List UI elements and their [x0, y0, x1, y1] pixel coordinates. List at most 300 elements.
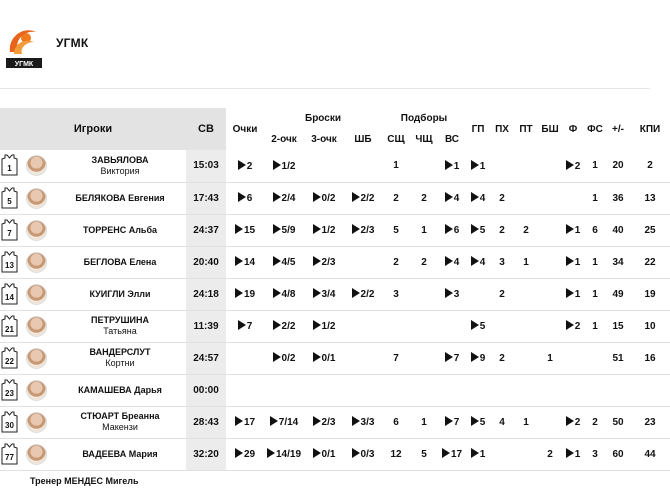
stat-oreb [382, 374, 410, 406]
jersey-number: 22 [5, 356, 14, 366]
col-ft[interactable]: ШБ [344, 129, 382, 150]
col-dreb[interactable]: ЧЩ [410, 129, 438, 150]
play-icon[interactable] [235, 224, 243, 234]
table-row [0, 374, 670, 406]
play-icon[interactable] [352, 416, 360, 426]
stat-ast [466, 182, 490, 214]
stat-ast [466, 342, 490, 374]
player-rows [0, 150, 670, 492]
stat-tov: 2 [490, 342, 514, 374]
avatar [26, 316, 47, 337]
col-tov[interactable]: ПХ [490, 108, 514, 150]
stat-stl [514, 182, 538, 214]
stat-value: 5 [479, 321, 486, 332]
table-row [0, 214, 670, 246]
player-last-name: ЗАВЬЯЛОВА [91, 154, 149, 165]
play-icon[interactable] [313, 256, 321, 266]
avatar [26, 444, 47, 465]
play-icon[interactable] [442, 448, 450, 458]
col-two-pt[interactable]: 2-очк [264, 129, 304, 150]
play-icon[interactable] [471, 256, 479, 266]
stat-tov: 2 [490, 278, 514, 310]
stat-value: 0/3 [360, 449, 375, 460]
table-row [0, 342, 670, 374]
header-divider [0, 88, 650, 89]
stat-oreb: 7 [382, 342, 410, 374]
stat-fouls [562, 374, 584, 406]
play-icon[interactable] [445, 416, 453, 426]
play-icon[interactable] [566, 256, 574, 266]
table-row [0, 246, 670, 278]
play-icon[interactable] [273, 320, 281, 330]
stat-dreb: 2 [410, 182, 438, 214]
stat-value: 1 [574, 225, 581, 236]
stat-stl: 1 [514, 246, 538, 278]
team-logo[interactable] [4, 22, 44, 70]
stat-value: 2/3 [321, 417, 336, 428]
play-icon[interactable] [471, 352, 479, 362]
stat-value: 19 [243, 289, 256, 300]
play-icon[interactable] [445, 256, 453, 266]
stat-treb [438, 310, 466, 342]
stat-points [226, 374, 264, 406]
stat-two-pt [264, 342, 304, 374]
stat-three-pt [304, 374, 344, 406]
play-icon[interactable] [235, 416, 243, 426]
play-icon[interactable] [273, 160, 281, 170]
play-icon[interactable] [313, 352, 321, 362]
stat-three-pt [304, 214, 344, 246]
stat-plus-minus: 34 [606, 246, 630, 278]
table-row [0, 438, 670, 470]
col-group-rebounds: Подборы [382, 108, 466, 129]
stat-fouls [562, 214, 584, 246]
jersey-icon [1, 283, 18, 305]
stat-value: 0/2 [281, 353, 296, 364]
stat-sv: 32:20 [186, 438, 226, 470]
stat-tov: 3 [490, 246, 514, 278]
jersey-number: 14 [5, 292, 14, 302]
stat-ast [466, 438, 490, 470]
player-last-name: БЕЛЯКОВА Евгения [75, 192, 165, 203]
stat-value: 7 [453, 417, 460, 428]
player-cell[interactable] [0, 342, 186, 374]
stat-fouls-drawn: 1 [584, 182, 606, 214]
stat-oreb: 2 [382, 246, 410, 278]
stat-dreb [410, 374, 438, 406]
col-kpi[interactable]: КПИ [630, 108, 670, 150]
col-ast[interactable]: ГП [466, 108, 490, 150]
stat-value: 1 [574, 257, 581, 268]
stat-fouls-drawn: 2 [584, 406, 606, 438]
stat-blk [538, 150, 562, 182]
stat-kpi: 22 [630, 246, 670, 278]
player-name[interactable] [54, 279, 186, 310]
stat-oreb: 6 [382, 406, 410, 438]
stat-value: 1 [479, 449, 486, 460]
stat-blk: 1 [538, 342, 562, 374]
stat-two-pt [264, 246, 304, 278]
stat-sv: 24:18 [186, 278, 226, 310]
stat-blk [538, 214, 562, 246]
avatar [26, 188, 47, 209]
stat-blk: 2 [538, 438, 562, 470]
play-icon[interactable] [273, 192, 281, 202]
stat-value: 3/4 [321, 289, 336, 300]
play-icon[interactable] [471, 320, 479, 330]
stat-three-pt [304, 182, 344, 214]
stat-value: 4 [453, 257, 460, 268]
player-last-name: БЕГЛОВА Елена [83, 256, 157, 267]
stat-fouls [562, 406, 584, 438]
player-first-name: Кортни [105, 358, 135, 368]
stat-kpi: 2 [630, 150, 670, 182]
stat-value: 2/4 [281, 193, 296, 204]
col-plus-minus[interactable]: +/- [606, 108, 630, 150]
stat-tov [490, 150, 514, 182]
stat-value: 1 [453, 160, 460, 172]
col-fouls[interactable]: Ф [562, 108, 584, 150]
table-row [0, 278, 670, 310]
col-treb[interactable]: ВС [438, 129, 466, 150]
avatar [26, 220, 47, 241]
play-icon[interactable] [566, 160, 574, 170]
stat-kpi: 23 [630, 406, 670, 438]
play-icon[interactable] [238, 192, 246, 202]
play-icon[interactable] [471, 448, 479, 458]
stat-kpi: 16 [630, 342, 670, 374]
stat-stl: 1 [514, 406, 538, 438]
stat-ft [344, 150, 382, 182]
stat-dreb: 1 [410, 406, 438, 438]
play-icon[interactable] [235, 256, 243, 266]
stat-kpi: 10 [630, 310, 670, 342]
stat-tov: 4 [490, 406, 514, 438]
stat-value: 6 [246, 193, 253, 204]
play-icon[interactable] [313, 288, 321, 298]
stat-kpi: 25 [630, 214, 670, 246]
stat-sv: 00:00 [186, 374, 226, 406]
stat-sv: 17:43 [186, 182, 226, 214]
stat-ast [466, 310, 490, 342]
jersey-number: 30 [5, 420, 14, 430]
stat-value: 17 [243, 417, 256, 428]
play-icon[interactable] [566, 448, 574, 458]
play-icon[interactable] [445, 160, 453, 170]
jersey-number: 5 [7, 196, 12, 206]
play-icon[interactable] [471, 160, 479, 170]
stat-value: 0/2 [321, 193, 336, 204]
play-icon[interactable] [273, 288, 281, 298]
stat-plus-minus: 50 [606, 406, 630, 438]
stat-points [226, 438, 264, 470]
stat-fouls [562, 342, 584, 374]
player-cell[interactable] [0, 246, 186, 278]
player-cell[interactable] [0, 150, 186, 182]
stat-points [226, 406, 264, 438]
play-icon[interactable] [235, 288, 243, 298]
stat-ast [466, 406, 490, 438]
col-blk[interactable]: БШ [538, 108, 562, 150]
stat-ft [344, 310, 382, 342]
player-cell[interactable] [0, 310, 186, 342]
stat-value: 4/8 [281, 289, 296, 300]
player-cell[interactable] [0, 438, 186, 470]
jersey-icon [1, 219, 18, 241]
play-icon[interactable] [235, 448, 243, 458]
play-icon[interactable] [445, 224, 453, 234]
stat-value: 5/9 [281, 225, 296, 236]
play-icon[interactable] [471, 416, 479, 426]
jersey-number: 23 [5, 388, 14, 398]
stat-blk [538, 406, 562, 438]
stat-two-pt [264, 150, 304, 182]
stat-ast [466, 150, 490, 182]
stat-value: 1/2 [321, 321, 336, 332]
stat-ft [344, 406, 382, 438]
stat-two-pt [264, 214, 304, 246]
stat-ast [466, 214, 490, 246]
stat-blk [538, 246, 562, 278]
play-icon[interactable] [566, 288, 574, 298]
player-name[interactable] [54, 215, 186, 246]
stat-value: 7 [453, 353, 460, 364]
stat-plus-minus [606, 374, 630, 406]
play-icon[interactable] [313, 448, 321, 458]
team-header [0, 0, 650, 88]
stat-treb [438, 406, 466, 438]
stat-plus-minus: 36 [606, 182, 630, 214]
stat-ast [466, 246, 490, 278]
stat-oreb: 12 [382, 438, 410, 470]
player-cell[interactable] [0, 374, 186, 406]
stat-plus-minus: 40 [606, 214, 630, 246]
stat-two-pt [264, 374, 304, 406]
stat-value: 0/1 [321, 449, 336, 460]
stat-dreb [410, 342, 438, 374]
play-icon[interactable] [445, 288, 453, 298]
stat-fouls-drawn: 3 [584, 438, 606, 470]
stat-sv: 20:40 [186, 246, 226, 278]
stat-blk [538, 310, 562, 342]
avatar [26, 252, 47, 273]
stat-value: 1 [574, 449, 581, 460]
stat-points [226, 342, 264, 374]
stat-tov: 2 [490, 182, 514, 214]
stat-three-pt [304, 342, 344, 374]
stat-two-pt [264, 278, 304, 310]
jersey-icon [1, 347, 18, 369]
play-icon[interactable] [471, 192, 479, 202]
stat-stl [514, 374, 538, 406]
stat-value: 2/3 [360, 225, 375, 236]
player-cell[interactable] [0, 406, 186, 438]
avatar [26, 284, 47, 305]
player-name[interactable] [54, 183, 186, 214]
stat-value: 2/2 [281, 321, 296, 332]
player-cell[interactable] [0, 278, 186, 310]
stat-dreb [410, 150, 438, 182]
col-three-pt[interactable]: 3-очк [304, 129, 344, 150]
stat-stl [514, 278, 538, 310]
play-icon[interactable] [566, 416, 574, 426]
stat-ft [344, 182, 382, 214]
play-icon[interactable] [270, 416, 278, 426]
jersey-number: 1 [7, 164, 12, 173]
jersey-number: 77 [5, 452, 14, 462]
player-first-name: Макензи [102, 422, 138, 432]
player-last-name: СТЮАРТ Бреанна [80, 411, 160, 421]
stat-points [226, 214, 264, 246]
stat-tov [490, 438, 514, 470]
avatar [26, 412, 47, 433]
player-name[interactable] [54, 311, 186, 342]
player-cell[interactable] [0, 214, 186, 246]
play-icon[interactable] [445, 352, 453, 362]
jersey-number: 7 [7, 228, 12, 238]
stat-three-pt [304, 438, 344, 470]
stat-treb [438, 150, 466, 182]
play-icon[interactable] [267, 448, 275, 458]
stat-fouls-drawn [584, 342, 606, 374]
stat-oreb [382, 310, 410, 342]
col-players[interactable]: Игроки [0, 108, 186, 150]
player-cell[interactable] [0, 182, 186, 214]
play-icon[interactable] [273, 352, 281, 362]
stat-ast [466, 374, 490, 406]
stat-dreb [410, 310, 438, 342]
play-icon[interactable] [352, 192, 360, 202]
stat-kpi [630, 374, 670, 406]
team-name[interactable]: УГМК [56, 36, 89, 50]
stat-ast [466, 278, 490, 310]
stat-dreb [410, 278, 438, 310]
stat-points [226, 246, 264, 278]
stat-value: 2 [574, 160, 581, 172]
table-row [0, 406, 670, 438]
stat-ft [344, 246, 382, 278]
stat-points [226, 310, 264, 342]
stat-blk [538, 278, 562, 310]
play-icon[interactable] [313, 416, 321, 426]
col-group-shots: Броски [264, 108, 382, 129]
stat-value: 7/14 [278, 417, 299, 428]
avatar [26, 348, 47, 369]
stat-ft [344, 438, 382, 470]
player-name[interactable] [54, 407, 186, 438]
stat-value: 6 [453, 225, 460, 236]
stat-oreb: 2 [382, 182, 410, 214]
col-fouls-drawn[interactable]: ФС [584, 108, 606, 150]
play-icon[interactable] [313, 224, 321, 234]
play-icon[interactable] [273, 224, 281, 234]
jersey-icon [1, 154, 18, 176]
stat-stl [514, 310, 538, 342]
stat-fouls [562, 150, 584, 182]
jersey-icon [1, 443, 18, 465]
stat-tov: 2 [490, 214, 514, 246]
stat-treb [438, 438, 466, 470]
stat-stl [514, 150, 538, 182]
player-last-name: КАМАШЕВА Дарья [78, 384, 162, 395]
logo-text: УГМК [14, 61, 34, 68]
stat-three-pt [304, 246, 344, 278]
stat-two-pt [264, 438, 304, 470]
play-icon[interactable] [313, 320, 321, 330]
col-oreb[interactable]: СЩ [382, 129, 410, 150]
play-icon[interactable] [238, 320, 246, 330]
play-icon[interactable] [313, 192, 321, 202]
stat-ft [344, 374, 382, 406]
player-name[interactable] [54, 343, 186, 374]
jersey-number: 13 [5, 260, 14, 270]
stat-kpi: 44 [630, 438, 670, 470]
play-icon[interactable] [566, 320, 574, 330]
stat-plus-minus: 51 [606, 342, 630, 374]
play-icon[interactable] [352, 224, 360, 234]
stat-value: 29 [243, 449, 256, 460]
stat-dreb: 5 [410, 438, 438, 470]
stat-fouls [562, 246, 584, 278]
coach-row [0, 470, 670, 492]
play-icon[interactable] [273, 256, 281, 266]
stat-points [226, 150, 264, 182]
stat-ft [344, 342, 382, 374]
stat-value: 2 [574, 417, 581, 428]
stat-three-pt [304, 406, 344, 438]
stat-oreb: 5 [382, 214, 410, 246]
col-sv[interactable]: СВ [186, 108, 226, 150]
player-name[interactable] [54, 375, 186, 406]
player-name[interactable] [54, 150, 186, 182]
stat-kpi: 13 [630, 182, 670, 214]
jersey-icon [1, 251, 18, 273]
play-icon[interactable] [566, 224, 574, 234]
stat-value: 7 [246, 321, 253, 332]
stat-fouls-drawn: 1 [584, 278, 606, 310]
stat-three-pt [304, 310, 344, 342]
table-row [0, 182, 670, 214]
play-icon[interactable] [238, 160, 246, 170]
col-stl[interactable]: ПТ [514, 108, 538, 150]
stat-plus-minus: 20 [606, 150, 630, 182]
stat-value: 2/2 [360, 193, 375, 204]
stat-treb [438, 374, 466, 406]
stat-tov [490, 374, 514, 406]
player-first-name: Виктория [100, 165, 140, 176]
stat-dreb: 1 [410, 214, 438, 246]
player-name[interactable] [54, 247, 186, 278]
player-name[interactable] [54, 439, 186, 470]
stat-value: 2/3 [321, 257, 336, 268]
play-icon[interactable] [352, 448, 360, 458]
stat-treb [438, 246, 466, 278]
play-icon[interactable] [471, 224, 479, 234]
avatar [26, 155, 47, 176]
play-icon[interactable] [352, 288, 360, 298]
stat-points [226, 182, 264, 214]
table-row [0, 310, 670, 342]
player-last-name: КУИГЛИ Элли [89, 288, 151, 299]
stat-value: 14/19 [275, 449, 302, 460]
stat-value: 15 [243, 225, 256, 236]
play-icon[interactable] [445, 192, 453, 202]
stat-stl: 2 [514, 214, 538, 246]
col-points[interactable]: Очки [226, 108, 264, 150]
stat-value: 5 [479, 225, 486, 236]
stat-value: 1/2 [321, 225, 336, 236]
stat-three-pt [304, 278, 344, 310]
